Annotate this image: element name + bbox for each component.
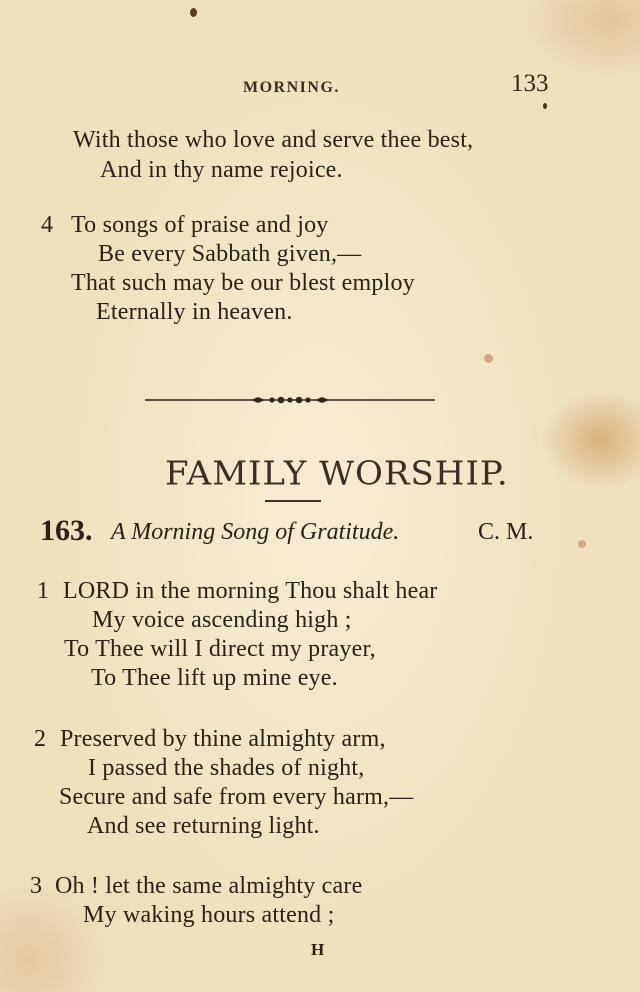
verse-line: My voice ascending high ; <box>92 607 352 633</box>
verse-line: LORD in the morning Thou shalt hear <box>63 578 438 604</box>
hymn-number: 163. <box>40 514 93 547</box>
foxing-spot <box>578 540 586 548</box>
stanza-number: 2 <box>34 726 46 752</box>
stanza-number: 4 <box>41 212 53 238</box>
ornamental-divider <box>145 393 435 407</box>
hymn-title: A Morning Song of Gratitude. <box>111 519 400 545</box>
verse-line: Preserved by thine almighty arm, <box>60 726 386 752</box>
verse-line: And in thy name rejoice. <box>100 157 343 183</box>
verse-line: And see returning light. <box>87 813 320 839</box>
title-rule <box>265 500 321 502</box>
section-title: FAMILY WORSHIP. <box>165 455 509 493</box>
verse-line: My waking hours attend ; <box>83 902 335 928</box>
verse-line: To Thee lift up mine eye. <box>91 665 338 691</box>
verse-line: With those who love and serve thee best, <box>73 127 474 153</box>
foxing-spot <box>190 8 197 17</box>
verse-line: That such may be our blest employ <box>71 270 415 296</box>
verse-line: To Thee will I direct my prayer, <box>64 636 376 662</box>
foxing-spot <box>484 354 493 363</box>
verse-line: Be every Sabbath given,— <box>98 241 362 267</box>
printer-signature: H <box>311 940 325 959</box>
verse-line: To songs of praise and joy <box>71 212 329 238</box>
page-number: 133 <box>511 70 549 97</box>
foxing-spot <box>543 103 547 109</box>
verse-line: Oh ! let the same almighty care <box>55 873 363 899</box>
verse-line: I passed the shades of night, <box>88 755 365 781</box>
stanza-number: 3 <box>30 873 42 899</box>
divider-center-ornament <box>251 397 329 404</box>
verse-line: Secure and safe from every harm,— <box>59 784 414 810</box>
stanza-number: 1 <box>37 578 49 604</box>
hymn-meter: C. M. <box>478 519 534 545</box>
running-head: MORNING. <box>243 79 340 96</box>
verse-line: Eternally in heaven. <box>96 299 293 325</box>
